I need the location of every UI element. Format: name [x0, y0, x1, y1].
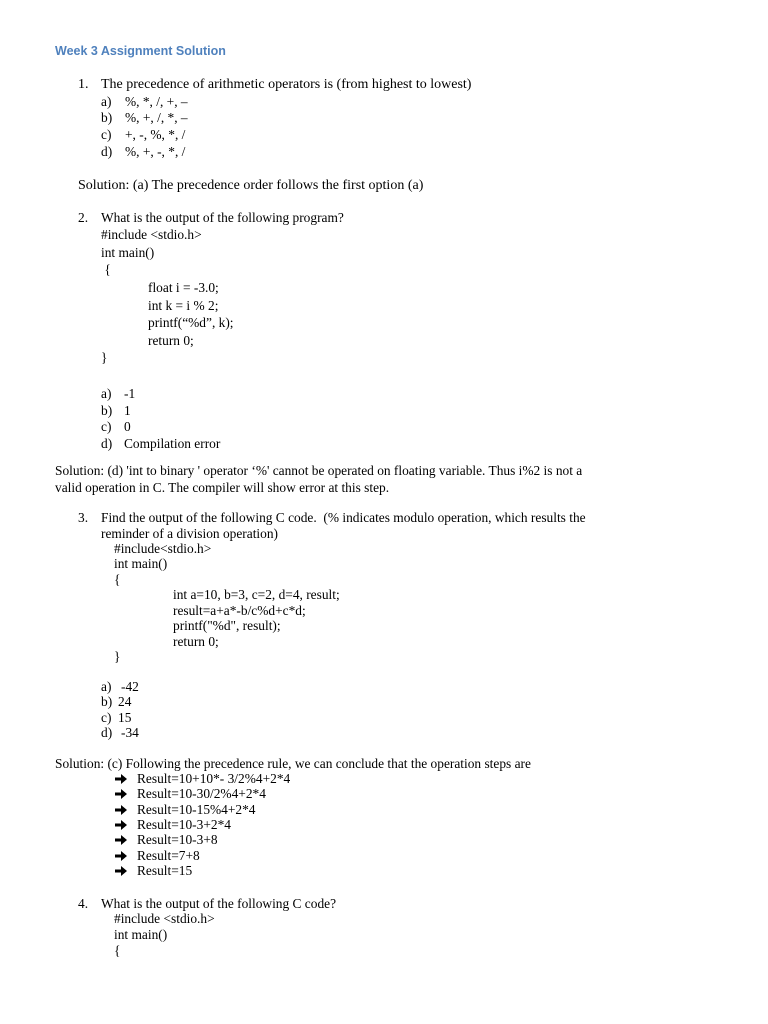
- question-text: The precedence of arithmetic operators is (from highest to lowest): [101, 77, 472, 92]
- option-label: c): [101, 127, 112, 142]
- right-arrow-icon: [114, 803, 128, 817]
- step-text: Result=10-3+8: [137, 832, 218, 847]
- option-label: a): [101, 386, 112, 401]
- option-text: %, +, -, *, /: [125, 144, 186, 159]
- question-number: 2.: [78, 210, 89, 225]
- question-text: What is the output of the following program?: [101, 210, 344, 225]
- option-text: 1: [124, 403, 131, 418]
- solution-text: valid operation in C. The compiler will show error at this step.: [55, 480, 390, 495]
- code-line: #include <stdio.h>: [114, 911, 215, 926]
- solution-text: Solution: (d) 'int to binary ' operator ‘%' cannot be operated on floating variable. Thus i%2 is not a: [55, 463, 583, 478]
- code-line: int main(): [114, 927, 168, 942]
- option-text: -34: [121, 725, 139, 740]
- code-line: }: [101, 350, 108, 365]
- code-line: #include<stdio.h>: [114, 541, 212, 556]
- code-line: {: [114, 943, 121, 958]
- question-text: reminder of a division operation): [101, 526, 279, 541]
- code-line: result=a+a*-b/c%d+c*d;: [173, 603, 306, 618]
- option-label: c): [101, 710, 112, 725]
- code-line: int main(): [114, 556, 168, 571]
- option-text: %, *, /, +, –: [125, 94, 188, 109]
- code-line: float i = -3.0;: [148, 280, 219, 295]
- code-line: return 0;: [173, 634, 219, 649]
- option-label: b): [101, 110, 113, 125]
- step-text: Result=15: [137, 863, 193, 878]
- code-line: return 0;: [148, 333, 194, 348]
- option-text: -42: [121, 679, 139, 694]
- code-line: int a=10, b=3, c=2, d=4, result;: [173, 587, 340, 602]
- code-line: int main(): [101, 245, 155, 260]
- option-text: %, +, /, *, –: [125, 110, 188, 125]
- question-number: 3.: [78, 510, 89, 525]
- code-line: int k = i % 2;: [148, 298, 219, 313]
- option-text: Compilation error: [124, 436, 221, 451]
- option-label: c): [101, 419, 112, 434]
- question-number: 4.: [78, 896, 89, 911]
- option-text: +, -, %, *, /: [125, 127, 186, 142]
- right-arrow-icon: [114, 772, 128, 786]
- step-text: Result=10-3+2*4: [137, 817, 231, 832]
- option-label: a): [101, 679, 112, 694]
- code-line: {: [114, 572, 121, 587]
- option-label: b): [101, 694, 113, 709]
- step-text: Result=10-15%4+2*4: [137, 802, 256, 817]
- step-text: Result=7+8: [137, 848, 200, 863]
- option-label: d): [101, 436, 113, 451]
- right-arrow-icon: [114, 833, 128, 847]
- code-line: }: [114, 649, 121, 664]
- option-label: d): [101, 725, 113, 740]
- option-text: 0: [124, 419, 131, 434]
- code-line: printf("%d", result);: [173, 618, 281, 633]
- solution-text: Solution: (c) Following the precedence rule, we can conclude that the operation steps are: [55, 756, 531, 771]
- question-text: Find the output of the following C code. (% indicates modulo operation, which results the: [101, 510, 586, 525]
- step-text: Result=10-30/2%4+2*4: [137, 786, 266, 801]
- right-arrow-icon: [114, 818, 128, 832]
- right-arrow-icon: [114, 787, 128, 801]
- solution-text: Solution: (a) The precedence order follows the first option (a): [78, 178, 424, 193]
- option-label: d): [101, 144, 113, 159]
- option-text: 24: [118, 694, 132, 709]
- option-text: -1: [124, 386, 136, 401]
- option-label: a): [101, 94, 112, 109]
- code-line: {: [101, 262, 111, 277]
- page-title: Week 3 Assignment Solution: [55, 44, 226, 58]
- right-arrow-icon: [114, 849, 128, 863]
- right-arrow-icon: [114, 864, 128, 878]
- option-text: 15: [118, 710, 132, 725]
- question-number: 1.: [78, 77, 89, 92]
- question-text: What is the output of the following C code?: [101, 896, 337, 911]
- code-line: printf(“%d”, k);: [148, 315, 234, 330]
- option-label: b): [101, 403, 113, 418]
- code-line: #include <stdio.h>: [101, 227, 202, 242]
- step-text: Result=10+10*- 3/2%4+2*4: [137, 771, 291, 786]
